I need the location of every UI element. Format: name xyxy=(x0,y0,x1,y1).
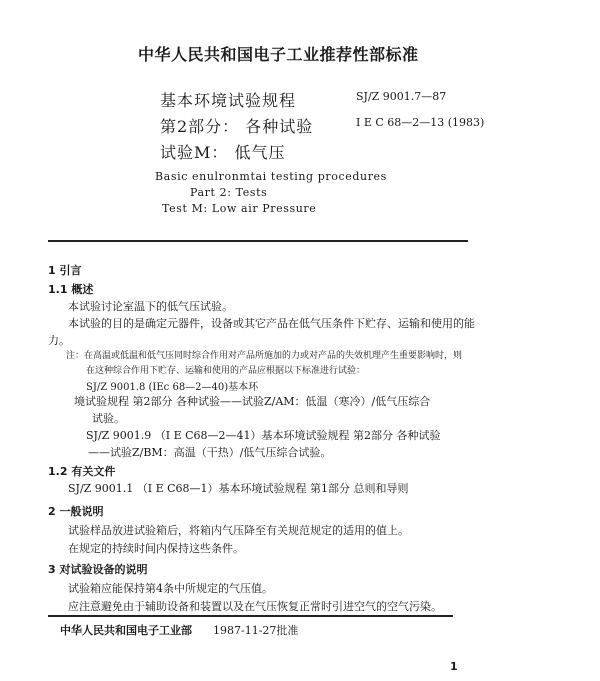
approval-date: 1987-11-27批准 xyxy=(213,624,299,637)
reference-2-line-a: SJ/Z 9001.9 （I E C68—2—41）基本环境试验规程 第2部分 各种试验 xyxy=(86,429,441,442)
section-1-2-para-1: SJ/Z 9001.1 （I E C68—1）基本环境试验规程 第1部分 总则和导则 xyxy=(68,482,409,495)
section-1-1-para-1: 本试验讨论室温下的低气压试验。 xyxy=(68,300,233,313)
title-line-3-zh: 试验M： 低气压 xyxy=(160,143,286,162)
standard-org-header: 中华人民共和国电子工业推荐性部标准 xyxy=(138,45,419,64)
footer-divider xyxy=(48,615,453,617)
title-line-1-en: Basic enulronmtai testing procedures xyxy=(155,170,387,183)
title-line-2-zh: 第2部分： 各种试验 xyxy=(160,117,314,136)
section-3-para-1: 试验箱应能保持第4条中所规定的气压值。 xyxy=(68,582,273,595)
section-2-para-1: 试验样品放进试验箱后，将箱内气压降至有关规范规定的适用的值上。 xyxy=(68,524,409,537)
page-number: 1 xyxy=(450,660,458,673)
section-1-heading: 1 引言 xyxy=(48,264,82,277)
note-line-b: 在这种综合作用下贮存、运输和使用的产品应根据以下标准进行试验： xyxy=(86,366,366,376)
section-1-2-heading: 1.2 有关文件 xyxy=(48,465,116,478)
section-1-1-para-2a: 本试验的目的是确定元器件，设备或其它产品在低气压条件下贮存、运输和使用的能 xyxy=(68,317,475,330)
note-line-a: 注：在高温或低温和低气压同时综合作用对产品所施加的力或对产品的失效机理产生重要影响时，则 xyxy=(66,351,463,361)
reference-2-line-b: ——试验Z/BM：高温（干热）/低气压综合试验。 xyxy=(88,446,332,459)
reference-1-line-a: SJ/Z 9001.8 (IEc 68—2—40)基本环 xyxy=(86,382,259,393)
section-1-1-para-2b: 力。 xyxy=(48,334,70,347)
section-2-para-2: 在规定的持续时间内保持这些条件。 xyxy=(68,542,244,555)
title-line-3-en: Test M: Low air Pressure xyxy=(162,202,317,215)
title-divider xyxy=(48,240,468,242)
reference-1-line-b: 境试验规程 第2部分 各种试验——试验Z/AM：低温（寒冷）/低气压综合 xyxy=(74,395,431,408)
section-3-heading: 3 对试验设备的说明 xyxy=(48,563,148,576)
standard-number: SJ/Z 9001.7—87 xyxy=(356,90,447,103)
reference-1-line-c: 试验。 xyxy=(92,412,125,425)
title-line-1-zh: 基本环境试验规程 xyxy=(160,91,297,110)
section-3-para-2: 应注意避免由于辅助设备和装置以及在气压恢复正常时引进空气的空气污染。 xyxy=(68,600,442,613)
iec-number: I E C 68—2—13 (1983) xyxy=(356,116,485,129)
section-1-1-heading: 1.1 概述 xyxy=(48,283,94,296)
title-line-2-en: Part 2: Tests xyxy=(190,186,268,199)
section-2-heading: 2 一般说明 xyxy=(48,505,104,518)
approval-org: 中华人民共和国电子工业部 xyxy=(60,624,192,637)
